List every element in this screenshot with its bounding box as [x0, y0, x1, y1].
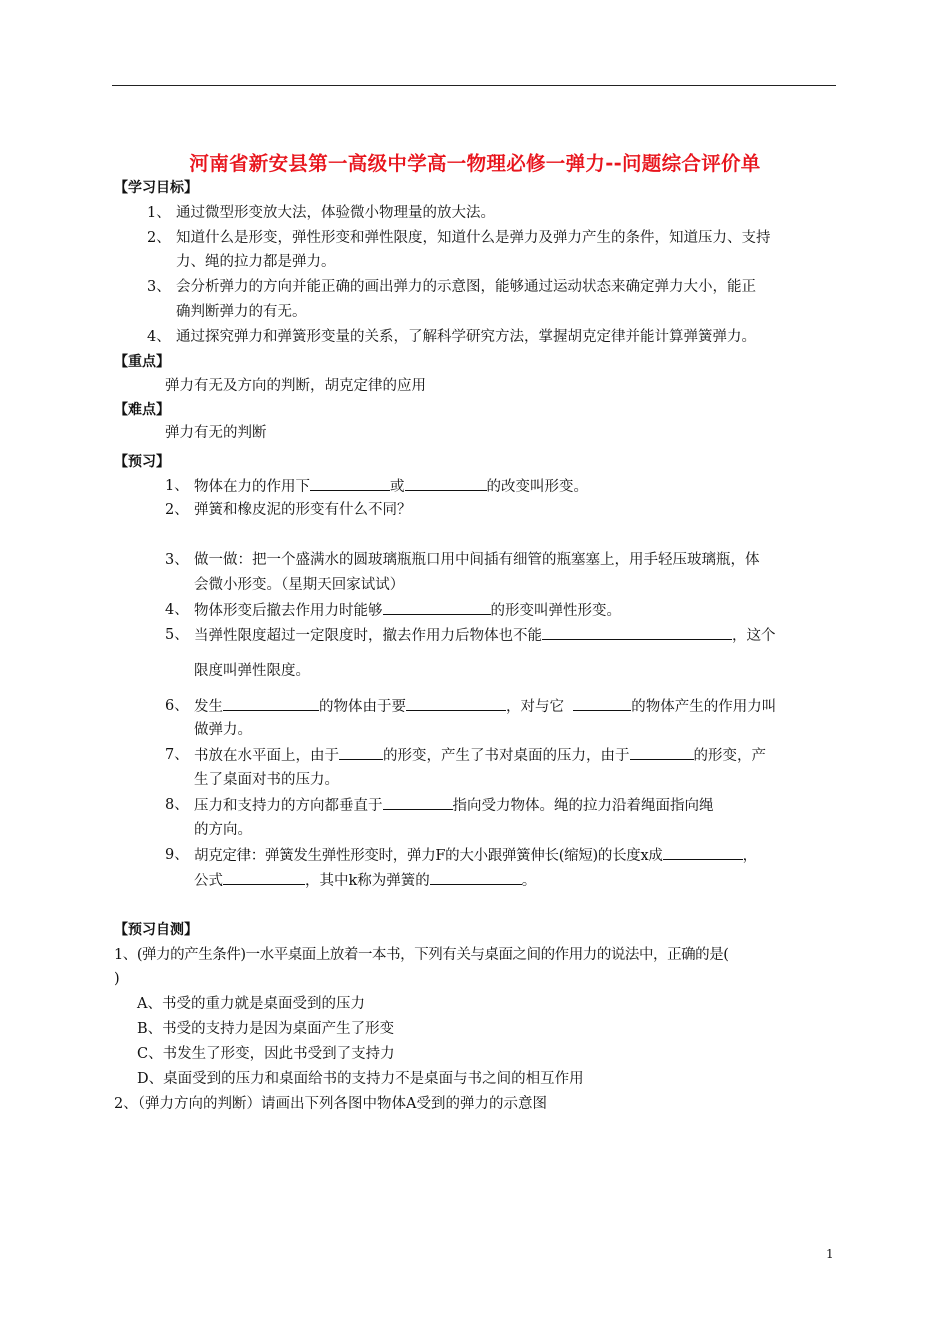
preview-q7-part-b: 的形变，产生了书对桌面的压力，由于	[383, 748, 630, 764]
preview-q6-part-d: 的物体产生的作用力叫	[631, 699, 777, 715]
preview-q8-part-a: 压力和支持力的方向都垂直于	[194, 798, 383, 814]
goal-text-2-line2: 力、绳的拉力都是弹力。	[176, 254, 336, 270]
preview-q3-line1: 做一做：把一个盛满水的圆玻璃瓶瓶口用中间插有细管的瓶塞塞上，用手轻压玻璃瓶，体	[194, 552, 760, 568]
preview-number-9: 9、	[165, 847, 189, 863]
goal-number-4: 4、	[147, 329, 171, 345]
preview-number-8: 8、	[165, 797, 189, 813]
answer-blank[interactable]	[223, 870, 305, 885]
preview-q6-part-c: ，对与它	[506, 699, 564, 715]
preview-q1-part-b: 或	[390, 479, 405, 495]
preview-q5-part-b: ，这个	[732, 628, 776, 644]
preview-number-1: 1、	[165, 478, 189, 494]
preview-q9-line2	[194, 870, 536, 891]
answer-blank[interactable]	[406, 696, 506, 711]
answer-blank[interactable]	[223, 696, 319, 711]
preview-q4-part-b: 的形变叫弹性形变。	[490, 603, 621, 619]
preview-q9-part-a: 胡克定律：弹簧发生弹性形变时，弹力F的大小跟弹簧伸长(缩短)的长度x成	[194, 848, 663, 864]
preview-number-6: 6、	[165, 698, 189, 714]
goal-number-3: 3、	[147, 279, 171, 295]
answer-blank[interactable]	[430, 870, 522, 885]
answer-blank[interactable]	[573, 696, 631, 711]
preview-number-7: 7、	[165, 747, 189, 763]
header-rule	[112, 85, 836, 86]
preview-q2: 弹簧和橡皮泥的形变有什么不同？	[194, 502, 412, 518]
preview-q9-part-c: ，其中k称为弹簧的	[305, 873, 430, 889]
goal-number-2: 2、	[147, 230, 171, 246]
selftest-q2: 2、（弹力方向的判断）请画出下列各图中物体A受到的弹力的示意图	[114, 1096, 547, 1112]
preview-q1-part-c: 的改变叫形变。	[486, 479, 588, 495]
preview-q9-formula-label: 公式	[194, 873, 223, 889]
preview-q7-line2: 生了桌面对书的压力。	[194, 772, 339, 788]
preview-q4	[194, 600, 621, 621]
preview-q6-part-a: 发生	[194, 699, 223, 715]
answer-blank[interactable]	[663, 845, 743, 860]
preview-q8-line2: 的方向。	[194, 822, 252, 838]
preview-q5-part-a: 当弹性限度超过一定限度时，撤去作用力后物体也不能	[194, 628, 542, 644]
option-a: A、书受的重力就是桌面受到的压力	[137, 996, 365, 1012]
preview-number-5: 5、	[165, 627, 189, 643]
difficult-text: 弹力有无的判断	[165, 425, 267, 441]
goal-text-3-line2: 确判断弹力的有无。	[176, 304, 307, 320]
preview-q6-part-b: 的物体由于要	[319, 699, 406, 715]
preview-q9	[194, 845, 757, 866]
option-c: C、书发生了形变，因此书受到了支持力	[137, 1046, 395, 1062]
selftest-q1-line1: 1、(弹力的产生条件)一水平桌面上放着一本书，下列有关与桌面之间的作用力的说法中，正确的是(	[114, 947, 729, 963]
preview-q5-line2: 限度叫弹性限度。	[194, 663, 310, 679]
answer-blank[interactable]	[630, 745, 694, 760]
answer-blank[interactable]	[383, 795, 453, 810]
preview-number-2: 2、	[165, 502, 189, 518]
preview-q7-part-c: 的形变，产	[693, 748, 766, 764]
preview-q9-part-d: 。	[521, 873, 537, 889]
preview-q4-part-a: 物体形变后撤去作用力时能够	[194, 603, 383, 619]
answer-blank[interactable]	[310, 476, 390, 491]
selftest-header: 【预习自测】	[114, 922, 198, 938]
preview-number-4: 4、	[165, 602, 189, 618]
answer-blank[interactable]	[383, 600, 491, 615]
key-header: 【重点】	[114, 354, 170, 370]
preview-header: 【预习】	[114, 454, 170, 470]
preview-q3-line2: 会微小形变。（星期天回家试试）	[194, 577, 405, 593]
option-b: B、书受的支持力是因为桌面产生了形变	[137, 1021, 395, 1037]
preview-q6	[194, 696, 776, 717]
preview-q8	[194, 795, 714, 816]
answer-blank[interactable]	[405, 476, 487, 491]
selftest-q1-line2: )	[114, 971, 120, 987]
answer-blank[interactable]	[339, 745, 383, 760]
preview-q8-part-b: 指向受力物体。绳的拉力沿着绳面指向绳	[452, 798, 714, 814]
goal-text-1: 通过微型形变放大法，体验微小物理量的放大法。	[176, 205, 495, 221]
page-number: 1	[826, 1247, 834, 1261]
preview-number-3: 3、	[165, 552, 189, 568]
goal-text-4: 通过探究弹力和弹簧形变量的关系，了解科学研究方法，掌握胡克定律并能计算弹簧弹力。	[176, 329, 756, 345]
preview-q5	[194, 625, 776, 646]
goal-text-2-line1: 知道什么是形变，弹性形变和弹性限度，知道什么是弹力及弹力产生的条件，知道压力、支持	[176, 230, 771, 246]
page-title: 河南省新安县第一高级中学高一物理必修一弹力--问题综合评价单	[189, 152, 761, 175]
preview-q9-part-b: ，	[742, 848, 757, 864]
goal-number-1: 1、	[147, 205, 171, 221]
key-text: 弹力有无及方向的判断，胡克定律的应用	[165, 378, 426, 394]
option-d: D、桌面受到的压力和桌面给书的支持力不是桌面与书之间的相互作用	[137, 1071, 584, 1087]
preview-q6-line2: 做弹力。	[194, 722, 252, 738]
preview-q1-part-a: 物体在力的作用下	[194, 479, 310, 495]
preview-q7-part-a: 书放在水平面上，由于	[194, 748, 339, 764]
goal-text-3-line1: 会分析弹力的方向并能正确的画出弹力的示意图，能够通过运动状态来确定弹力大小，能正	[176, 279, 756, 295]
goals-header: 【学习目标】	[114, 180, 198, 196]
preview-q7	[194, 745, 766, 766]
difficult-header: 【难点】	[114, 402, 170, 418]
preview-q1	[194, 476, 588, 497]
answer-blank[interactable]	[542, 625, 732, 640]
